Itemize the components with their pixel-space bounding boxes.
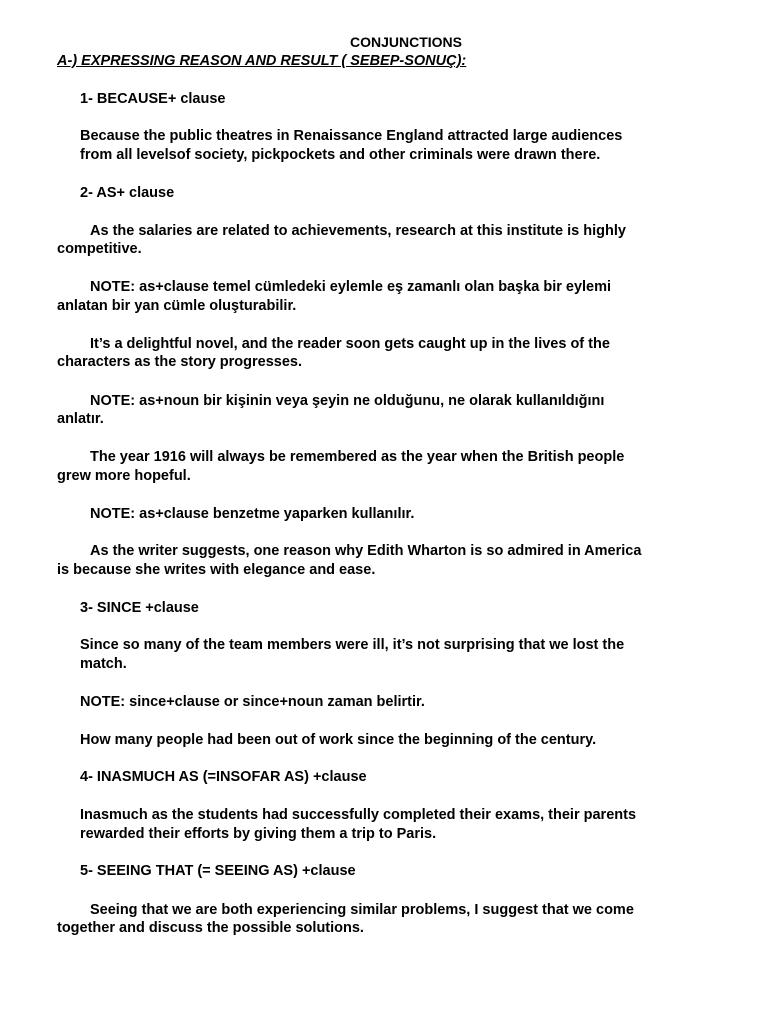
note-line: NOTE: as+clause benzetme yaparken kullanılır.: [90, 506, 415, 522]
note-line: NOTE: since+clause or since+noun zaman belirtir.: [80, 694, 425, 710]
page-title: CONJUNCTIONS: [349, 34, 462, 50]
paragraph-line: It’s a delightful novel, and the reader soon gets caught up in the lives of the: [90, 336, 610, 352]
paragraph-line: Because the public theatres in Renaissance England attracted large audiences: [80, 128, 623, 144]
paragraph-line: competitive.: [57, 241, 142, 257]
note-line: NOTE: as+clause temel cümledeki eylemle eş zamanlı olan başka bir eylemi: [90, 279, 612, 295]
numbered-heading-seeing-that: 5- SEEING THAT (= SEEING AS) +clause: [80, 863, 356, 879]
paragraph-line: from all levelsof society, pickpockets and other criminals were drawn there.: [80, 147, 601, 163]
paragraph-line: As the salaries are related to achievements, research at this institute is highly: [90, 223, 626, 239]
paragraph-line: The year 1916 will always be remembered as the year when the British people: [90, 449, 625, 465]
numbered-heading-since: 3- SINCE +clause: [80, 600, 199, 616]
paragraph-line: Inasmuch as the students had successfully completed their exams, their parents: [80, 807, 637, 823]
paragraph-line: How many people had been out of work since the beginning of the century.: [80, 732, 597, 748]
paragraph-line: Since so many of the team members were ill, it’s not surprising that we lost the: [80, 637, 625, 653]
note-line: anlatır.: [57, 411, 104, 427]
note-line: NOTE: as+noun bir kişinin veya şeyin ne olduğunu, ne olarak kullanıldığını: [90, 393, 605, 409]
section-heading: A-) EXPRESSING REASON AND RESULT ( SEBEP-SONUÇ):: [57, 53, 467, 69]
paragraph-line: match.: [80, 656, 127, 672]
paragraph-line: Seeing that we are both experiencing similar problems, I suggest that we come: [90, 902, 634, 918]
numbered-heading-as: 2- AS+ clause: [80, 185, 175, 201]
numbered-heading-because: 1- BECAUSE+ clause: [80, 91, 226, 107]
paragraph-line: grew more hopeful.: [57, 468, 191, 484]
note-line: anlatan bir yan cümle oluşturabilir.: [57, 298, 297, 314]
paragraph-line: characters as the story progresses.: [57, 354, 303, 370]
paragraph-line: As the writer suggests, one reason why Edith Wharton is so admired in America: [90, 543, 642, 559]
paragraph-line: together and discuss the possible solutions.: [57, 920, 364, 936]
paragraph-line: rewarded their efforts by giving them a trip to Paris.: [80, 826, 437, 842]
paragraph-line: is because she writes with elegance and ease.: [57, 562, 376, 578]
numbered-heading-inasmuch: 4- INASMUCH AS (=INSOFAR AS) +clause: [80, 769, 367, 785]
